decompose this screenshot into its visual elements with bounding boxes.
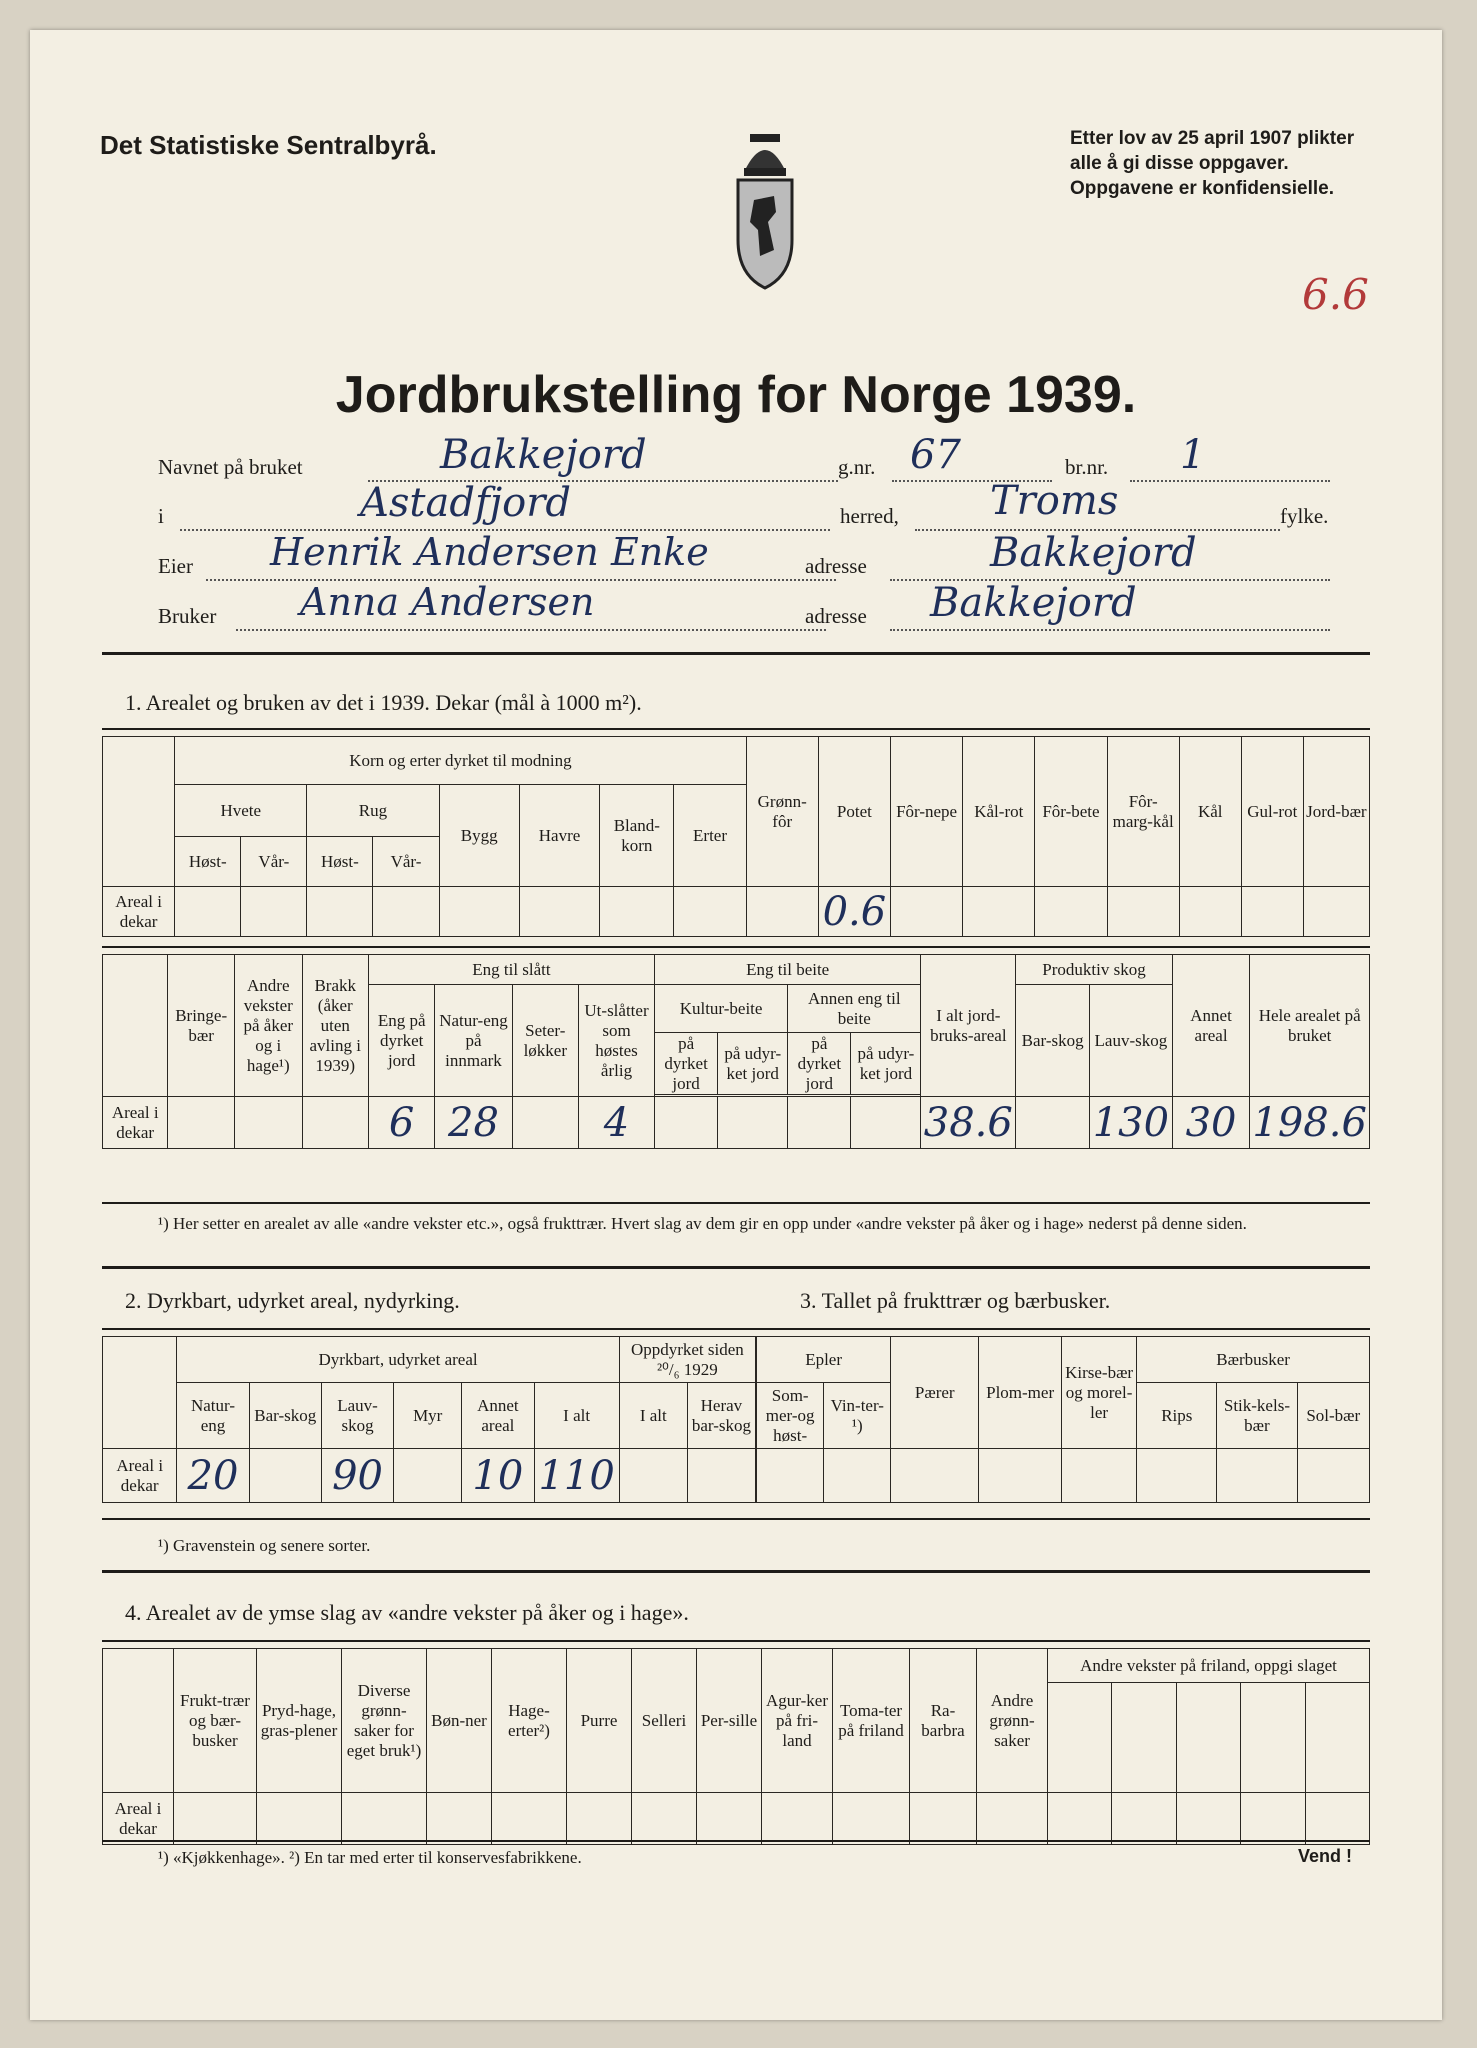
eng-slatt-header: Eng til slått [368,955,654,985]
eier-adresse-value[interactable]: Bakkejord [990,530,1197,576]
col-kal: Kål [1179,737,1241,887]
dyrkbart-header: Dyrkbart, udyrket areal [177,1337,619,1383]
table-other-crops [102,1648,1370,1845]
section2-footnote: ¹) Gravenstein og senere sorter. [158,1536,371,1555]
org-name: Det Statistiske Sentralbyrå. [100,130,437,160]
notice-line: Etter lov av 25 april 1907 plikter [1070,128,1355,149]
col-lauvskog: Lauv-skog [1090,985,1173,1097]
oppdyrket-header: Oppdyrket siden ²⁰/₆ 1929 [619,1337,755,1383]
col-gulrot: Gul-rot [1241,737,1303,887]
table-dyrkbart [102,1336,756,1503]
col-jordbaer: Jord-bær [1303,737,1369,887]
col-bringebaer: Bringe-bær [168,955,235,1097]
table-fruit-trees [756,1336,1370,1503]
col-barskog: Bar-skog [1016,985,1090,1097]
annen-eng-header: Annen eng til beite [788,985,921,1033]
i-alt-value[interactable]: 110 [534,1449,619,1503]
bruker-adresse-label: adresse [805,604,867,628]
andre-friland-header: Andre vekster på friland, oppgi slaget [1048,1649,1370,1683]
col-andre-vekster: Andre vekster på åker og i hage¹) [234,955,302,1097]
col-annet-areal: Annet areal [1172,955,1250,1097]
eier-value[interactable]: Henrik Andersen Enke [270,530,709,574]
col-annet: Annet areal [462,1383,534,1449]
col-tomater: Toma-ter på friland [833,1649,910,1793]
epler-header: Epler [757,1337,891,1383]
col-brakk: Brakk (åker uten avling i 1939) [302,955,368,1097]
bruker-label: Bruker [158,604,217,628]
col-havre: Havre [519,785,599,887]
gnr-label: g.nr. [838,455,876,479]
rug-host: Høst- [307,837,373,887]
baerbusker-header: Bærbusker [1137,1337,1370,1383]
table-crops [102,736,1370,937]
col-epler-vinter: Vin-ter-¹) [824,1383,891,1449]
col-hele-arealet: Hele arealet på bruket [1250,955,1370,1097]
col-frukttraer: Frukt-trær og bær-busker [174,1649,257,1793]
row-label: Areal i dekar [103,887,175,937]
col-opp-i-alt: I alt [619,1383,687,1449]
col-barskog: Bar-skog [249,1383,321,1449]
col-potet: Potet [818,737,890,887]
brnr-label: br.nr. [1065,455,1109,479]
kultur-udyrket: på udyr-ket jord [718,1033,788,1095]
bruker-value[interactable]: Anna Andersen [300,580,595,624]
naturang-value[interactable]: 28 [435,1097,512,1149]
col-epler-sommer: Som-mer-og høst- [757,1383,824,1449]
potet-value[interactable]: 0.6 [818,887,890,937]
i-label: i [158,504,164,528]
naturang-value[interactable]: 20 [177,1449,249,1503]
navnet-value[interactable]: Bakkejord [440,432,647,478]
annen-udyrket: på udyr-ket jord [851,1033,921,1095]
bruker-adresse-line [890,629,1330,631]
col-persille: Per-sille [697,1649,762,1793]
col-selleri: Selleri [632,1649,697,1793]
col-purre: Purre [567,1649,632,1793]
col-bonner: Bøn-ner [427,1649,492,1793]
herred-label: herred, [840,504,899,528]
col-kalrot: Kål-rot [963,737,1035,887]
kulturbeite-header: Kultur-beite [654,985,787,1033]
col-plommer: Plom-mer [979,1337,1062,1449]
divider [102,1518,1370,1520]
kultur-dyrket: på dyrket jord [654,1033,717,1095]
col-andre-gronnsaker: Andre grønn-saker [977,1649,1048,1793]
i-alt-value[interactable]: 38.6 [921,1097,1016,1149]
form-sheet [30,30,1442,2020]
fylke-value[interactable]: Troms [990,478,1119,524]
col-rabarbra: Ra-barbra [910,1649,977,1793]
section1-footnote: ¹) Her setter en arealet av alle «andre vekster etc.», også frukttrær. Hvert slag av dem gir en opp under «andre vekster på åker og i hage» nederst på denne siden. [158,1214,1247,1233]
col-utslatter: Ut-slåtter som høstes årlig [579,985,655,1097]
prod-skog-header: Produktiv skog [1016,955,1173,985]
bruker-line [236,629,826,631]
divider [102,1202,1370,1204]
col-erter: Erter [674,785,746,887]
divider [102,946,1370,948]
eier-label: Eier [158,554,193,578]
navnet-label: Navnet på bruket [158,455,303,479]
section3-heading: 3. Tallet på frukttrær og bærbusker. [800,1288,1111,1313]
coat-of-arms-icon [730,130,800,290]
col-naturang: Natur-eng [177,1383,249,1449]
col-forbete: Fôr-bete [1035,737,1107,887]
lauvskog-value[interactable]: 90 [321,1449,393,1503]
row-label: Areal i dekar [103,1793,174,1845]
divider [102,1266,1370,1269]
lauvskog-value[interactable]: 130 [1090,1097,1173,1149]
annet-value[interactable]: 10 [462,1449,534,1503]
hvete-host: Høst- [175,837,241,887]
divider [102,728,1370,730]
form-title: Jordbrukstelling for Norge 1939. [335,366,1137,424]
col-gronnfor: Grønn-fôr [746,737,818,887]
annet-value[interactable]: 30 [1172,1097,1250,1149]
col-opp-barskog: Herav bar-skog [687,1383,755,1449]
vend-label: Vend ! [1298,1846,1353,1866]
col-myr: Myr [394,1383,462,1449]
margin-note: 6.6 [1302,270,1369,319]
divider [102,1840,1370,1842]
notice-line: alle å gi disse oppgaver. [1070,153,1289,174]
col-rips: Rips [1137,1383,1217,1449]
annen-dyrket: på dyrket jord [788,1033,851,1095]
col-lauvskog: Lauv-skog [321,1383,393,1449]
col-paerer: Pærer [891,1337,979,1449]
col-bygg: Bygg [439,785,519,887]
gnr-value[interactable]: 67 [910,432,961,478]
section4-heading: 4. Arealet av de ymse slag av «andre vekster på åker og i hage». [125,1600,689,1625]
herred-value[interactable]: Astadfjord [360,480,571,526]
col-agurker: Agur-ker på fri-land [762,1649,833,1793]
divider [102,1328,1370,1330]
divider [102,652,1370,655]
korn-group-header: Korn og erter dyrket til modning [175,737,746,785]
rug-header: Rug [307,785,439,837]
section2-heading: 2. Dyrkbart, udyrket areal, nydyrking. [125,1288,460,1313]
col-kirsebaer: Kirse-bær og morel-ler [1061,1337,1136,1449]
legal-notice [1070,126,1354,201]
hvete-header: Hvete [175,785,307,837]
eng-dyrket-value[interactable]: 6 [368,1097,435,1149]
col-fornepe: Fôr-nepe [891,737,963,887]
col-formargkal: Fôr-marg-kål [1107,737,1179,887]
brnr-line [1130,480,1330,482]
section4-footnote: ¹) «Kjøkkenhage». ²) En tar med erter til konservesfabrikkene. [158,1848,582,1867]
col-i-alt: I alt [534,1383,619,1449]
col-eng-dyrket: Eng på dyrket jord [368,985,435,1097]
col-naturang: Natur-eng på innmark [435,985,512,1097]
eng-beite-header: Eng til beite [654,955,920,985]
utslatter-value[interactable]: 4 [579,1097,655,1149]
col-seterlokker: Seter-løkker [512,985,579,1097]
col-blandkorn: Bland-korn [600,785,674,887]
row-label: Areal i dekar [103,1449,177,1503]
col-solbaer: Sol-bær [1297,1383,1369,1449]
col-diverse: Diverse grønn-saker for eget bruk¹) [342,1649,427,1793]
fylke-label: fylke. [1280,504,1329,528]
table-land-use [102,954,1370,1149]
hvete-var: Vår- [241,837,307,887]
col-i-alt: I alt jord-bruks-areal [921,955,1016,1097]
notice-line: Oppgavene er konfidensielle. [1070,178,1334,199]
col-prydhage: Pryd-hage, gras-plener [257,1649,342,1793]
hele-value[interactable]: 198.6 [1250,1097,1370,1149]
col-stikkelsbaer: Stik-kels-bær [1217,1383,1297,1449]
row-label: Areal i dekar [103,1097,168,1149]
section1-heading: 1. Arealet og bruken av det i 1939. Dekar (mål à 1000 m²). [125,690,642,715]
brnr-value[interactable]: 1 [1180,432,1206,478]
divider [102,1570,1370,1573]
eier-adresse-label: adresse [805,554,867,578]
col-hageerter: Hage-erter²) [492,1649,567,1793]
bruker-adresse-value[interactable]: Bakkejord [930,580,1137,626]
rug-var: Vår- [373,837,439,887]
divider [102,1640,1370,1642]
